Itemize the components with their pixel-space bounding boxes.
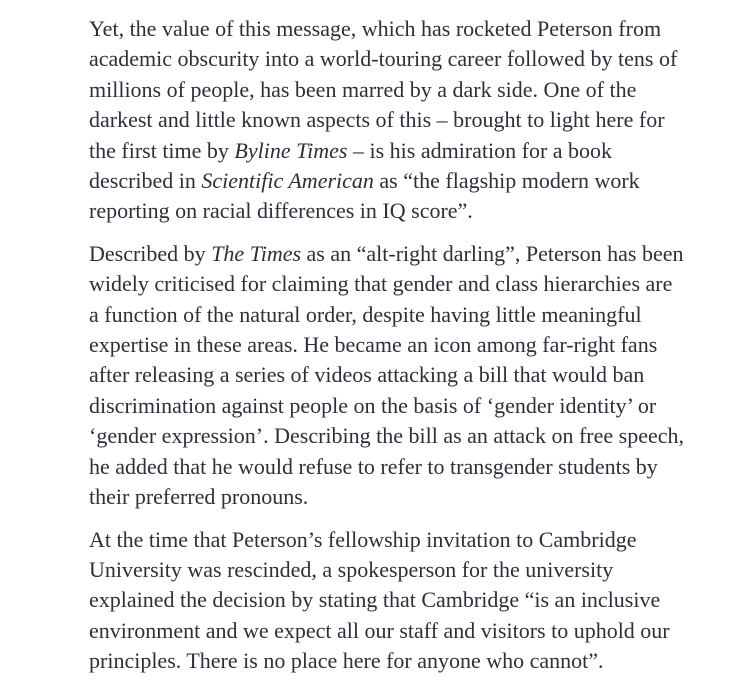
text-segment: he added that he would refuse to refer to transgender students by (89, 453, 658, 479)
text-segment: academic obscurity into a world-touring career followed by tens of (89, 46, 678, 72)
text-segment: University was rescinded, a spokesperson for the university (89, 556, 614, 582)
paragraph-line (89, 616, 689, 646)
article-paragraph (89, 525, 689, 677)
paragraph-line (89, 391, 689, 421)
italic-title-text: Scientific American (201, 168, 374, 194)
text-segment: ‘gender expression’. Describing the bill as an attack on free speech, (89, 423, 684, 449)
paragraph-line (89, 421, 689, 451)
paragraph-line (89, 360, 689, 390)
text-segment: darkest and little known aspects of this – brought to light here for (89, 107, 665, 133)
text-segment: widely criticised for claiming that gender and class hierarchies are (89, 271, 673, 297)
text-segment: as “the flagship modern work (373, 168, 640, 194)
text-segment: described in (89, 168, 202, 194)
paragraph-line (89, 166, 689, 196)
article-paragraph (89, 239, 689, 513)
paragraph-line (89, 300, 689, 330)
paragraph-line (89, 555, 689, 585)
paragraph-line (89, 646, 689, 676)
paragraph-line (89, 239, 689, 269)
paragraph-line (89, 269, 689, 299)
text-segment: expertise in these areas. He became an icon among far-right fans (89, 332, 658, 358)
text-segment: after releasing a series of videos attacking a bill that would ban (89, 362, 645, 388)
article-body (89, 14, 689, 689)
italic-title-text: Byline Times (234, 137, 348, 163)
paragraph-line (89, 136, 689, 166)
text-segment: a function of the natural order, despite having little meaningful (89, 301, 642, 327)
paragraph-line (89, 525, 689, 555)
text-segment: as an “alt-right darling”, Peterson has been (301, 240, 684, 266)
text-segment: reporting on racial differences in IQ score”. (89, 198, 473, 224)
text-segment: the first time by (89, 137, 235, 163)
paragraph-line (89, 585, 689, 615)
text-segment: – is his admiration for a book (347, 137, 613, 163)
paragraph-line (89, 196, 689, 226)
text-segment: Yet, the value of this message, which has rocketed Peterson from (89, 16, 662, 41)
paragraph-line (89, 482, 689, 512)
text-segment: explained the decision by stating that Cambridge “is an inclusive (89, 587, 661, 613)
text-segment: principles. There is no place here for anyone who cannot”. (89, 648, 604, 674)
paragraph-line (89, 75, 689, 105)
paragraph-line (89, 44, 689, 74)
article-paragraph (89, 14, 689, 227)
paragraph-line (89, 14, 689, 44)
text-segment: environment and we expect all our staff and visitors to uphold our (89, 617, 670, 643)
text-segment: At the time that Peterson’s fellowship invitation to Cambridge (89, 526, 637, 552)
paragraph-line (89, 452, 689, 482)
text-segment: Described by (89, 240, 212, 266)
italic-title-text: The Times (211, 240, 302, 266)
text-segment: discrimination against people on the basis of ‘gender identity’ or (89, 392, 657, 418)
text-segment: their preferred pronouns. (89, 484, 309, 510)
paragraph-line (89, 330, 689, 360)
paragraph-line (89, 105, 689, 135)
text-segment: millions of people, has been marred by a dark side. One of the (89, 76, 637, 102)
